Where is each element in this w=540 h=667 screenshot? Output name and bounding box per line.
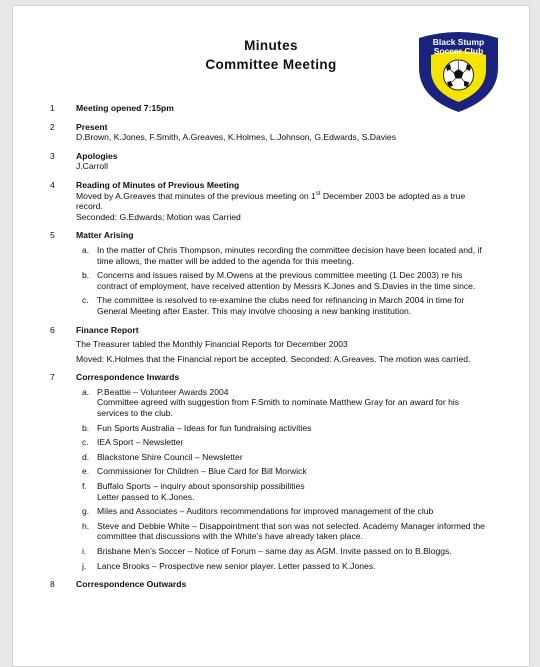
- section-number: 5: [50, 230, 55, 241]
- section-number: 6: [50, 324, 55, 335]
- list-item: [76, 270, 490, 291]
- list-item: [76, 295, 490, 316]
- item-text: P.Beattie – Volunteer Awards 2004: [97, 386, 229, 397]
- item-letter: c.: [82, 437, 89, 448]
- list-item: [76, 387, 490, 419]
- item-letter: d.: [82, 451, 90, 462]
- item-text: Lance Brooks – Prospective new senior player. Letter passed to K.Jones.: [97, 560, 376, 571]
- soccer-ball-icon: [444, 60, 474, 90]
- item-letter: b.: [82, 422, 90, 433]
- section-1: [50, 103, 490, 114]
- item-letter: g.: [82, 506, 90, 517]
- list-item: [76, 506, 490, 517]
- list-item: [76, 466, 490, 477]
- section-heading: Finance Report: [76, 324, 139, 335]
- section-2: [50, 122, 490, 143]
- section-heading: Meeting opened 7:15pm: [76, 103, 174, 113]
- motion-text-part1: Moved by A.Greaves that minutes of the previous meeting on 1: [76, 190, 316, 201]
- motion-text-part2: December 2003 be adopted as a true record.: [76, 190, 466, 212]
- item-letter: e.: [82, 466, 90, 477]
- section-number: 2: [50, 121, 55, 132]
- item-text: In the matter of Chris Thompson, minutes recording the committee decision have been located and, if time allows, the matter will be added to the agenda for this meeting.: [97, 244, 482, 266]
- section-heading: Matter Arising: [76, 230, 134, 241]
- section-heading: Present: [76, 121, 108, 132]
- attendees-list: D.Brown, K.Jones, F.Smith, A.Greaves, K.Holmes, L.Johnson, G.Edwards, S.Davies: [76, 132, 397, 143]
- motion-text: [76, 191, 490, 212]
- list-item: [76, 561, 490, 572]
- item-text: Concerns and issues raised by M.Owens at the previous committee meeting (1 Dec 2003) re his contract of employment, have received attention by Messrs K.Jones and S.Davies in the time since.: [97, 270, 476, 291]
- apologies-list: J.Carroll: [76, 161, 108, 172]
- seconded-text: Seconded: G.Edwards; Motion was Carried: [76, 211, 241, 222]
- item-text: Miles and Associates – Auditors recommendations for improved management of the club: [97, 506, 434, 517]
- item-text: Commissioner for Children – Blue Card for Bill Morwick: [97, 466, 307, 477]
- section-4: [50, 180, 490, 222]
- item-letter: a.: [82, 244, 90, 255]
- item-text: IEA Sport – Newsletter: [97, 437, 184, 448]
- section-7: [50, 372, 490, 571]
- item-letter: i.: [82, 546, 87, 556]
- list-item: [76, 423, 490, 434]
- list-item: [76, 546, 490, 557]
- list-item: [76, 452, 490, 463]
- list-item: [76, 521, 490, 542]
- section-number: 8: [50, 579, 55, 590]
- section-5: [50, 230, 490, 316]
- list-item: [76, 481, 490, 502]
- minutes-content: [50, 103, 490, 598]
- ordinal-suffix: st: [315, 190, 321, 197]
- section-number: 4: [50, 179, 55, 190]
- item-text: Steve and Debbie White – Disappointment that son was not selected. Academy Manager informed the committee that discussions with the White’s have already taken place.: [97, 520, 485, 542]
- soccer-club-logo: [411, 28, 506, 112]
- item-text: The committee is resolved to re-examine the clubs need for refinancing in March 2004 in time for General Meeting after Easter. This may involve choosing a new banking institution.: [97, 295, 465, 316]
- logo-text-line2: Soccer Club: [433, 46, 484, 56]
- section-heading: Reading of Minutes of Previous Meeting: [76, 179, 240, 190]
- item-text: Fun Sports Australia – Ideas for fun fundraising activities: [97, 422, 312, 433]
- item-letter: h.: [82, 520, 90, 531]
- finance-text: The Treasurer tabled the Monthly Financial Reports for December 2003: [76, 339, 348, 350]
- item-text: Blackstone Shire Council – Newsletter: [97, 451, 243, 462]
- section-heading: Correspondence Inwards: [76, 372, 180, 383]
- list-item: [76, 245, 490, 266]
- document-page: [12, 5, 530, 667]
- section-3: [50, 151, 490, 172]
- item-note: Committee agreed with suggestion from F.Smith to nominate Matthew Gray for an award for his services to the club.: [97, 397, 460, 419]
- item-letter: a.: [82, 386, 90, 397]
- finance-motion-text: Moved: K.Holmes that the Financial report be accepted. Seconded: A.Greaves. The motion was carried.: [76, 353, 471, 364]
- section-heading: Correspondence Outwards: [76, 579, 187, 590]
- document-subtitle: Committee Meeting: [205, 57, 337, 72]
- item-text: Brisbane Men’s Soccer – Notice of Forum – same day as AGM. Invite passed on to B.Bloggs.: [97, 546, 452, 556]
- item-letter: f.: [82, 481, 87, 492]
- section-6: [50, 325, 490, 365]
- item-letter: j.: [82, 560, 87, 571]
- section-heading: Apologies: [76, 150, 118, 161]
- item-letter: c.: [82, 295, 89, 306]
- item-text: Buffalo Sports – inquiry about sponsorship possibilities: [97, 481, 305, 492]
- logo-text-line1: Black Stump: [432, 37, 485, 47]
- document-title: Minutes: [244, 38, 298, 53]
- section-number: 7: [50, 372, 55, 383]
- section-number: 3: [50, 150, 55, 161]
- section-8: [50, 579, 490, 590]
- item-note: Letter passed to K.Jones.: [97, 491, 195, 502]
- list-item: [76, 437, 490, 448]
- section-number: 1: [50, 103, 55, 113]
- item-letter: b.: [82, 270, 90, 281]
